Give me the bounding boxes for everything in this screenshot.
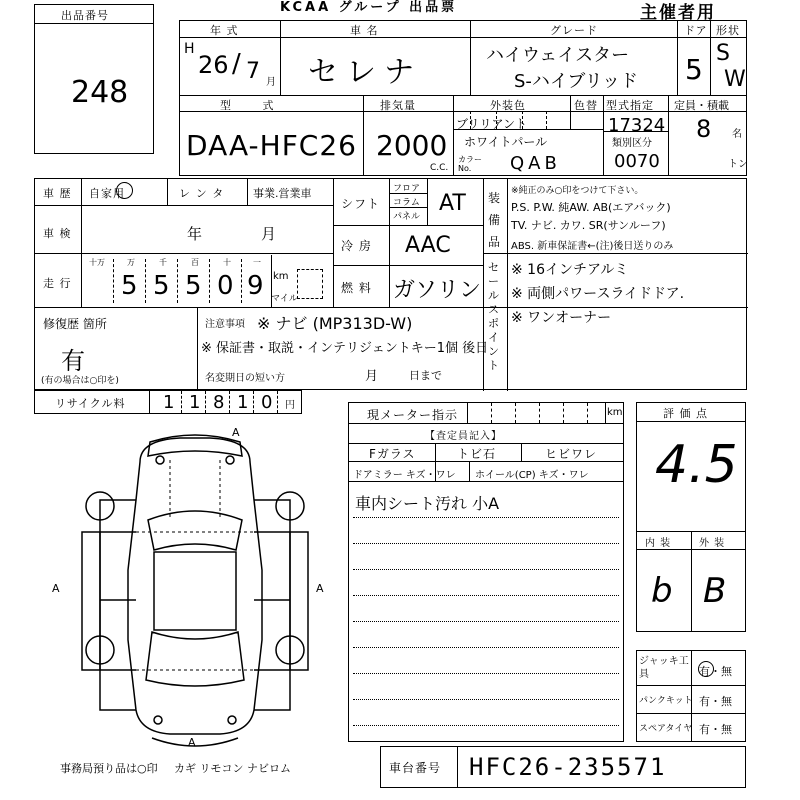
class-value: 0070	[614, 151, 660, 172]
type-designation-value: 17324	[608, 115, 666, 136]
year-month: 7	[246, 59, 260, 84]
history-option-business: 事業.営業車	[253, 187, 312, 200]
ac-label: 冷 房	[341, 239, 372, 253]
recycle-digit: 1	[163, 392, 175, 413]
organizer-label: 主催者用	[640, 3, 716, 23]
grade-line1: ハイウェイスター	[486, 45, 630, 66]
repair-note: (有の場合は○印を)	[41, 376, 119, 386]
accessory-value: 有・無	[699, 723, 732, 736]
score-value: 4.5	[655, 435, 738, 495]
meter-inspector-box	[348, 402, 624, 742]
deadline-month: 月	[365, 369, 380, 384]
accessory-value: 有・無	[699, 695, 732, 708]
year-era: H	[184, 41, 195, 57]
diagram-mark-left: A	[52, 582, 60, 595]
shift-option-column: コラム	[393, 198, 420, 208]
recycle-fee-box	[34, 390, 302, 414]
interior-label: 内 装	[645, 538, 672, 549]
capacity-unit: 名	[732, 129, 742, 140]
sales-point-item: ※ 16インチアルミ	[511, 262, 629, 278]
equipment-row2: TV. ナビ. カワ. SR(サンルーフ)	[511, 219, 666, 232]
mileage-digit: 5	[153, 271, 170, 301]
mileage-label: 走 行	[43, 277, 72, 290]
displacement-unit: C.C.	[430, 163, 449, 173]
recycle-digit: 1	[237, 392, 249, 413]
inspection-label: 車 検	[43, 227, 72, 240]
inspector-header-glass: Fガラス	[369, 447, 416, 461]
place-label-1: 一	[253, 258, 261, 267]
doors-label: ドア	[684, 24, 708, 37]
shape-label: 形状	[716, 24, 740, 37]
history-option-private: 自家用	[89, 187, 125, 200]
grade-line2: S-ハイブリッド	[514, 71, 638, 92]
place-label-100k: 十万	[89, 258, 105, 267]
accessory-label: パンクキット	[639, 696, 693, 706]
equipment-row1: P.S. P.W. 純AW. AB(エアバック)	[511, 201, 671, 214]
history-section	[34, 178, 747, 390]
fuel-value: ガソリン	[393, 278, 482, 303]
mileage-digit: 0	[217, 271, 234, 301]
exterior-color-line2: ホワイトパール	[464, 135, 548, 149]
equipment-note: ※純正のみ○印をつけて下さい。	[511, 186, 644, 196]
color-change-label: 色替	[574, 99, 598, 112]
inspector-remarks: 車内シート汚れ 小A	[355, 494, 500, 513]
lot-number-box	[34, 4, 154, 154]
meter-unit: km	[607, 407, 623, 418]
office-items-label: 事務局預り品は○印	[60, 762, 158, 775]
exterior-color-line1: ブリリアント	[456, 117, 528, 131]
diagram-mark-right: A	[316, 582, 324, 595]
color-no-label: カラーNo.	[458, 155, 482, 173]
notes-line1: ※ ナビ (MP313D-W)	[257, 314, 413, 333]
repair-label: 修復歴 箇所	[43, 317, 107, 331]
place-label-1k: 千	[159, 258, 167, 267]
inspector-sub-wheel: ホイール(CP) キズ・ワレ	[475, 470, 589, 481]
interior-value: b	[651, 571, 673, 611]
history-circle-mark	[116, 182, 133, 199]
mileage-unit-mile: マイル	[271, 294, 298, 304]
color-no-value: QAB	[510, 153, 561, 174]
deadline-label: 名変期日の短い方	[205, 373, 285, 384]
shape-line1: S	[716, 41, 730, 66]
sales-point-item: ※ ワンオーナー	[511, 310, 612, 326]
chassis-value: HFC26-235571	[469, 753, 667, 781]
type-designation-label: 型式指定	[606, 99, 654, 112]
place-label-10k: 万	[127, 258, 135, 267]
inspector-sub-mirror: ドアミラー キズ・ワレ	[353, 470, 456, 481]
deadline-day: 日まで	[409, 369, 442, 382]
sales-point-item: ※ 両側パワースライドドア.	[511, 286, 685, 302]
diagram-mark-top: A	[232, 426, 240, 439]
shift-option-floor: フロア	[393, 184, 421, 194]
year-label: 年 式	[210, 24, 239, 37]
score-box	[636, 402, 746, 632]
capacity-label: 定員・積載	[674, 99, 729, 112]
recycle-digit: 8	[213, 392, 225, 413]
mileage-unit-km: km	[273, 271, 289, 282]
office-items-list: カギ リモコン ナビロム	[174, 762, 291, 775]
group-title: KCAA グループ 出品票	[280, 0, 458, 15]
inspector-header-crack: ヒビワレ	[545, 447, 598, 461]
displacement-label: 排気量	[380, 99, 416, 112]
year-month-unit: 月	[266, 77, 276, 88]
mileage-digit: 5	[121, 271, 138, 301]
place-label-100: 百	[191, 258, 199, 267]
exterior-label: 外 装	[699, 538, 726, 549]
notes-line2: ※ 保証書・取説・インテリジェントキー1個 後日	[201, 341, 489, 356]
chassis-label: 車台番号	[389, 761, 442, 775]
recycle-label: リサイクル料	[55, 397, 126, 410]
accessories-box	[636, 650, 746, 742]
doors-value: 5	[685, 53, 703, 86]
shift-option-panel: パネル	[393, 212, 421, 222]
place-label-10: 十	[223, 258, 231, 267]
year-value: 26	[198, 51, 229, 79]
inspection-year-unit: 年	[187, 225, 204, 243]
shift-label: シフト	[341, 197, 381, 211]
history-option-rental: レンタ	[179, 187, 230, 200]
capacity-value: 8	[696, 115, 712, 143]
inspector-title: 【査定員記入】	[425, 431, 502, 442]
accessory-label: スペアタイヤ	[639, 724, 693, 734]
inspector-header-chip: トビ石	[457, 447, 497, 461]
mileage-digit: 9	[247, 271, 264, 301]
vehicle-info-table: 年 式 車 名 グレード ドア 形状 H 26 / 7 月 セレナ ハイウェイスター S-ハイブリッド 5 S W 型 式 排気量 外装色 色替 型式指定 定員・積載 DAA-HFC26 2000 C.C. ブリリアント ホワイトパール カラーNo. QAB 17324 類別区分 0070 8 名 トン	[179, 20, 747, 176]
notes-label: 注意事項	[205, 319, 245, 330]
equipment-label: 装備品	[488, 191, 502, 249]
car-diagram	[40, 420, 350, 760]
recycle-digit: 0	[261, 392, 273, 413]
fuel-label: 燃 料	[341, 281, 372, 295]
exterior-color-label: 外装色	[490, 99, 526, 112]
model-value: DAA-HFC26	[186, 129, 357, 162]
lot-number-label: 出品番号	[61, 9, 109, 22]
sales-points-label: セールスポイント	[488, 261, 499, 372]
accessory-value: 有・無	[699, 665, 732, 678]
shift-value: AT	[439, 191, 466, 216]
accessory-label: ジャッキ工具	[639, 656, 689, 680]
car-name-label: 車 名	[350, 24, 379, 37]
lot-number-value: 248	[71, 75, 129, 110]
ac-value: AAC	[405, 233, 451, 258]
shape-line2: W	[724, 67, 746, 92]
score-label: 評 価 点	[663, 407, 708, 420]
history-label: 車 歴	[43, 187, 72, 200]
grade-label: グレード	[550, 24, 598, 37]
meter-label: 現メーター指示	[367, 408, 459, 422]
class-label: 類別区分	[612, 138, 652, 149]
mileage-digit: 5	[185, 271, 202, 301]
car-name-value: セレナ	[308, 55, 422, 90]
repair-value: 有	[61, 347, 85, 375]
chassis-box	[380, 746, 746, 788]
ton-unit: トン	[728, 159, 748, 170]
exterior-value: B	[703, 571, 727, 611]
recycle-digit: 1	[189, 392, 201, 413]
equipment-row3: ABS. 新車保証書←(注)後日送りのみ	[511, 241, 674, 252]
displacement-value: 2000	[376, 129, 448, 162]
accessory-circle-mark	[698, 661, 714, 677]
recycle-unit: 円	[285, 400, 295, 411]
diagram-mark-bottom: A	[188, 736, 196, 749]
model-label: 型 式	[220, 99, 288, 112]
inspection-month-unit: 月	[261, 225, 278, 243]
